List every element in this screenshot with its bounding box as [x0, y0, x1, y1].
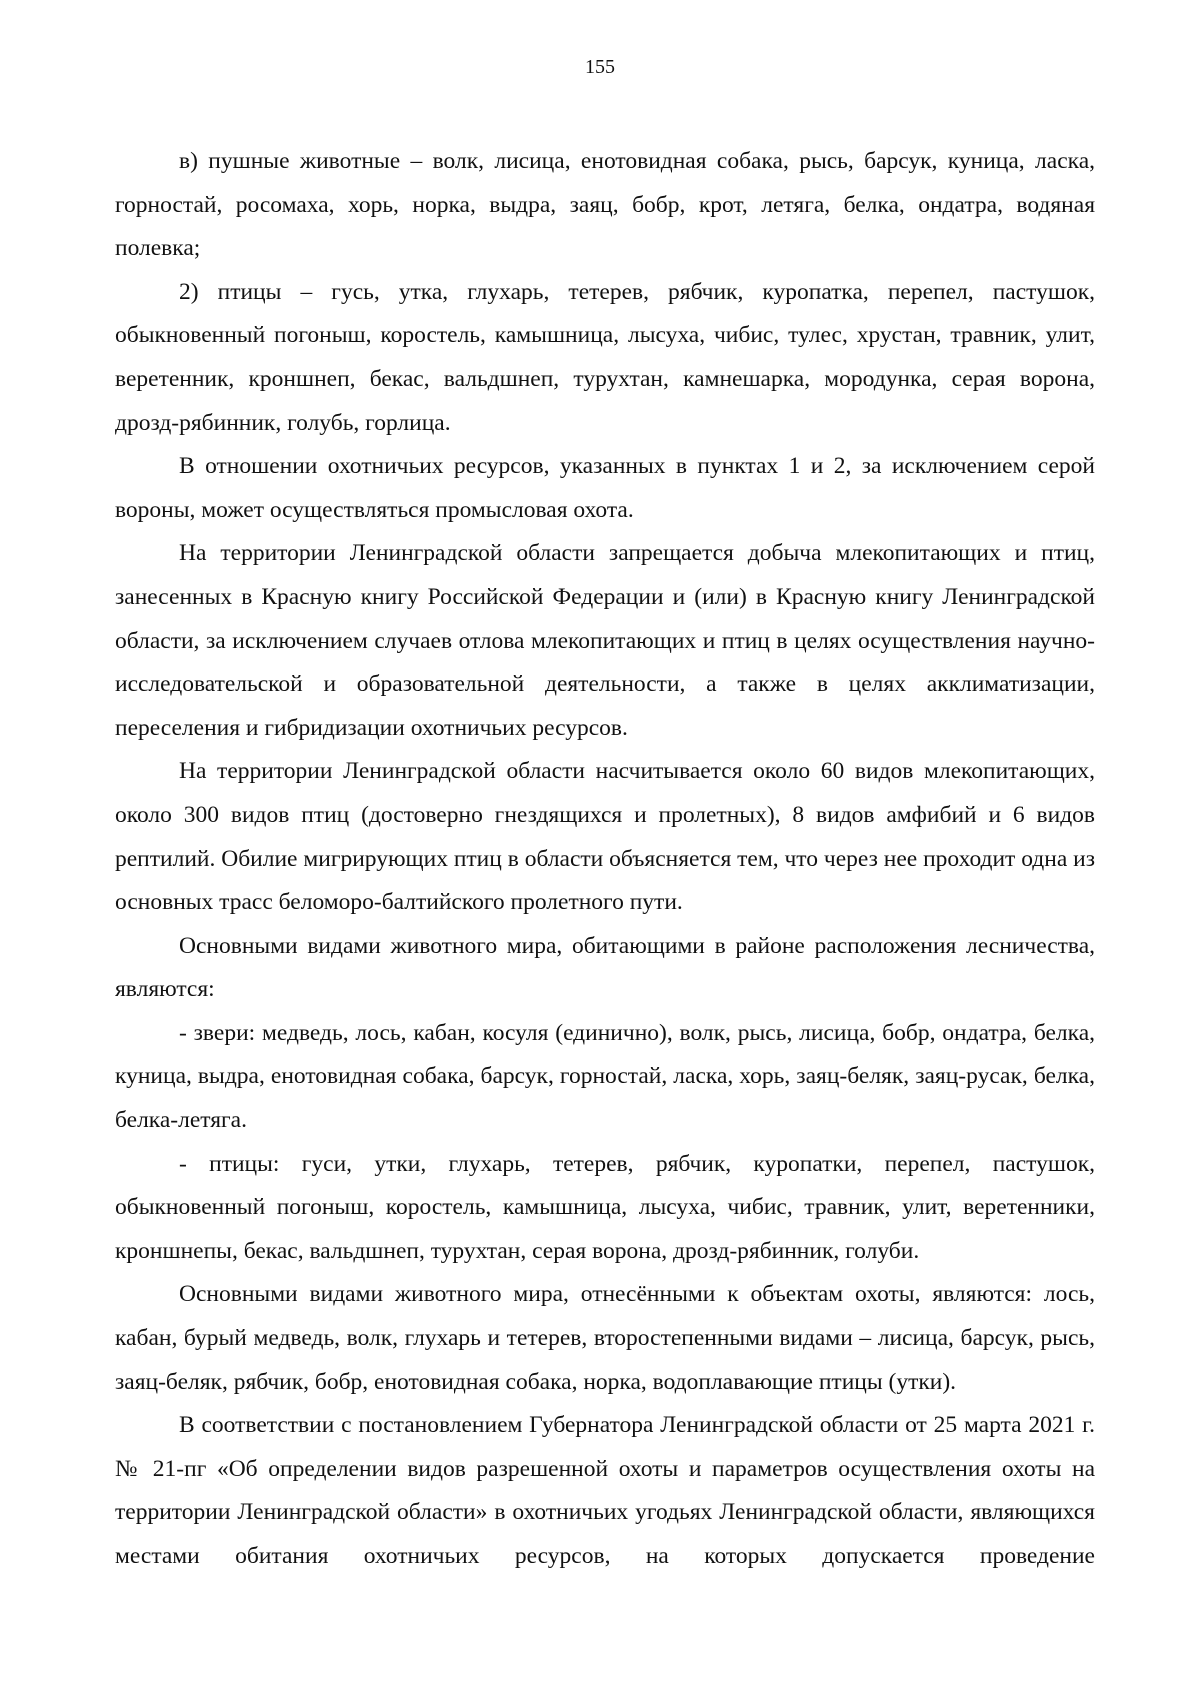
paragraph-main-species-intro: Основными видами животного мира, обитающими в районе расположения лесничества, являются:	[115, 932, 1095, 1003]
paragraph-mammals: - звери: медведь, лось, кабан, косуля (единично), волк, рысь, лисица, бобр, ондатра, белка, куница, выдра, енотовидная собака, барсук, горностай, ласка, хорь, заяц-беляк, заяц-русак, белка, белка-летяга.	[115, 1019, 1095, 1134]
document-body	[115, 140, 1095, 1579]
paragraph-birds: - птицы: гуси, утки, глухарь, тетерев, рябчик, куропатки, перепел, пастушок, обыкновенный погоныш, коростель, камышница, лысуха, чибис, травник, улит, веретенники, кроншнепы, бекас, вальдшнеп, турухтан, серая ворона, дрозд-рябинник, голуби.	[115, 1150, 1095, 1264]
paragraph-birds-list: 2) птицы – гусь, утка, глухарь, тетерев, рябчик, куропатка, перепел, пастушок, обыкновенный погоныш, коростель, камышница, лысуха, чибис, тулес, хрустан, травник, улит, веретенник, кроншнеп, бекас, вальдшнеп, турухтан, камнешарка, мородунка, серая ворона, дрозд-рябинник, голубь, горлица.	[115, 278, 1095, 436]
page-number: 155	[585, 56, 615, 78]
paragraph-species-count: На территории Ленинградской области насчитывается около 60 видов млекопитающих, около 300 видов птиц (достоверно гнездящихся и пролетных), 8 видов амфибий и 6 видов рептилий. Обилие мигрирующих птиц в области объясняется тем, что через нее проходит одна из основных трасс беломоро-балтийского пролетного пути.	[115, 758, 1095, 916]
paragraph-fur-animals: в) пушные животные – волк, лисица, енотовидная собака, рысь, барсук, куница, ласка, горностай, росомаха, хорь, норка, выдра, заяц, бобр, крот, летяга, белка, ондатра, водяная полевка;	[115, 148, 1095, 262]
paragraph-governor-decree: В соответствии с постановлением Губернатора Ленинградской области от 25 марта 2021 г. № 21-пг «Об определении видов разрешенной охоты и параметров осуществления охоты на территории Ленинградской области» в охотничьих угодьях Ленинградской области, являющихся местами обитания охотничьих ресурсов, на которых допускается проведение	[115, 1412, 1095, 1569]
paragraph-commercial-hunting: В отношении охотничьих ресурсов, указанных в пунктах 1 и 2, за исключением серой вороны, может осуществляться промысловая охота.	[115, 453, 1095, 523]
paragraph-hunting-objects: Основными видами животного мира, отнесёнными к объектам охоты, являются: лось, кабан, бурый медведь, волк, глухарь и тетерев, второстепенными видами – лисица, барсук, рысь, заяц-беляк, рябчик, бобр, енотовидная собака, норка, водоплавающие птицы (утки).	[115, 1281, 1095, 1395]
paragraph-red-book-prohibition: На территории Ленинградской области запрещается добыча млекопитающих и птиц, занесенных в Красную книгу Российской Федерации и (или) в Красную книгу Ленинградской области, за исключением случаев отлова млекопитающих и птиц в целях осуществления научно-исследовательской и образовательной деятельности, а также в целях акклиматизации, переселения и гибридизации охотничьих ресурсов.	[115, 540, 1095, 741]
